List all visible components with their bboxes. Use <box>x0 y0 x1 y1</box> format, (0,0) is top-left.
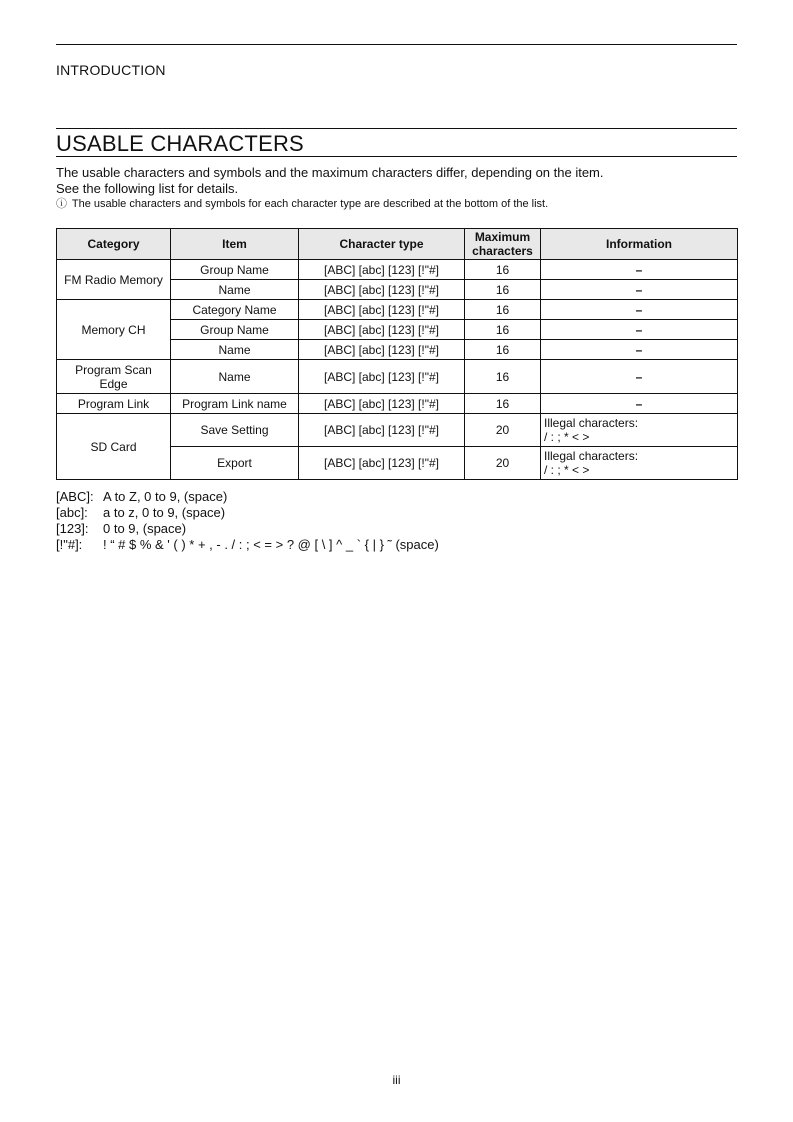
type-cell: [ABC] [abc] [123] [!"#] <box>299 447 465 480</box>
category-cell: Program Link <box>57 394 171 414</box>
item-cell: Program Link name <box>171 394 299 414</box>
type-cell: [ABC] [abc] [123] [!"#] <box>299 300 465 320</box>
intro-line-1: The usable characters and symbols and the maximum characters differ, depending on the item. <box>56 165 604 180</box>
header-rule <box>56 44 737 45</box>
info-cell <box>541 447 738 480</box>
category-cell: Program Scan Edge <box>57 360 171 394</box>
item-cell: Export <box>171 447 299 480</box>
legend-value: a to z, 0 to 9, (space) <box>103 505 226 520</box>
max-cell: 20 <box>465 414 541 447</box>
table-row <box>57 300 738 320</box>
type-cell: [ABC] [abc] [123] [!"#] <box>299 260 465 280</box>
legend-value: A to Z, 0 to 9, (space) <box>103 489 228 504</box>
info-cell: – <box>541 360 738 394</box>
type-cell: [ABC] [abc] [123] [!"#] <box>299 320 465 340</box>
title-rule-top <box>56 128 737 129</box>
info-cell: – <box>541 394 738 414</box>
item-cell: Save Setting <box>171 414 299 447</box>
item-cell: Group Name <box>171 320 299 340</box>
character-type-legend <box>56 489 439 553</box>
table-row <box>57 260 738 280</box>
header-information: Information <box>541 229 738 260</box>
header-item: Item <box>171 229 299 260</box>
illegal-characters-label: Illegal characters: <box>544 416 639 430</box>
note-text: The usable characters and symbols for each character type are described at the bottom of the list. <box>71 198 549 210</box>
item-cell: Name <box>171 280 299 300</box>
table-row <box>57 360 738 394</box>
info-cell: – <box>541 320 738 340</box>
category-cell: FM Radio Memory <box>57 260 171 300</box>
info-cell: – <box>541 280 738 300</box>
info-cell: – <box>541 260 738 280</box>
illegal-characters-list: / : ; * < > <box>544 463 590 477</box>
type-cell: [ABC] [abc] [123] [!"#] <box>299 340 465 360</box>
max-cell: 16 <box>465 340 541 360</box>
table-row <box>57 414 738 447</box>
item-cell: Category Name <box>171 300 299 320</box>
header-character-type: Character type <box>299 229 465 260</box>
item-cell: Group Name <box>171 260 299 280</box>
type-cell: [ABC] [abc] [123] [!"#] <box>299 280 465 300</box>
max-cell: 16 <box>465 300 541 320</box>
legend-value: 0 to 9, (space) <box>103 521 187 536</box>
usable-characters-table <box>56 228 738 480</box>
type-cell: [ABC] [abc] [123] [!"#] <box>299 360 465 394</box>
category-cell: Memory CH <box>57 300 171 360</box>
illegal-characters-list: / : ; * < > <box>544 430 590 444</box>
legend-item <box>56 505 439 521</box>
info-cell: – <box>541 340 738 360</box>
legend-key: [ABC]: <box>56 489 94 504</box>
legend-key: [123]: <box>56 521 89 536</box>
max-cell: 16 <box>465 360 541 394</box>
info-cell: – <box>541 300 738 320</box>
max-cell: 16 <box>465 260 541 280</box>
item-cell: Name <box>171 340 299 360</box>
title-rule-bottom <box>56 156 737 157</box>
legend-value: ! “ # $ % & ' ( ) * + , - . / : ; < = > ? @ [ \ ] ^ _ ` { | } ˜ (space) <box>103 537 439 552</box>
type-cell: [ABC] [abc] [123] [!"#] <box>299 394 465 414</box>
legend-key: [!"#]: <box>56 537 83 552</box>
intro-text <box>56 165 737 212</box>
illegal-characters-label: Illegal characters: <box>544 449 639 463</box>
header-maximum-characters: Maximum characters <box>465 229 541 260</box>
table-row <box>57 394 738 414</box>
page-number: iii <box>392 1073 401 1087</box>
max-cell: 16 <box>465 320 541 340</box>
item-cell: Name <box>171 360 299 394</box>
page-title: USABLE CHARACTERS <box>56 131 304 156</box>
info-cell <box>541 414 738 447</box>
category-cell: SD Card <box>57 414 171 480</box>
intro-line-2: See the following list for details. <box>56 181 239 196</box>
type-cell: [ABC] [abc] [123] [!"#] <box>299 414 465 447</box>
legend-item <box>56 489 439 505</box>
max-cell: 20 <box>465 447 541 480</box>
max-cell: 16 <box>465 280 541 300</box>
intro-note <box>56 197 737 212</box>
header-category: Category <box>57 229 171 260</box>
legend-item <box>56 537 439 553</box>
legend-key: [abc]: <box>56 505 88 520</box>
info-icon: ⓘ <box>56 198 67 210</box>
legend-item <box>56 521 439 537</box>
max-cell: 16 <box>465 394 541 414</box>
table-header-row <box>57 229 738 260</box>
section-label: INTRODUCTION <box>56 62 166 78</box>
